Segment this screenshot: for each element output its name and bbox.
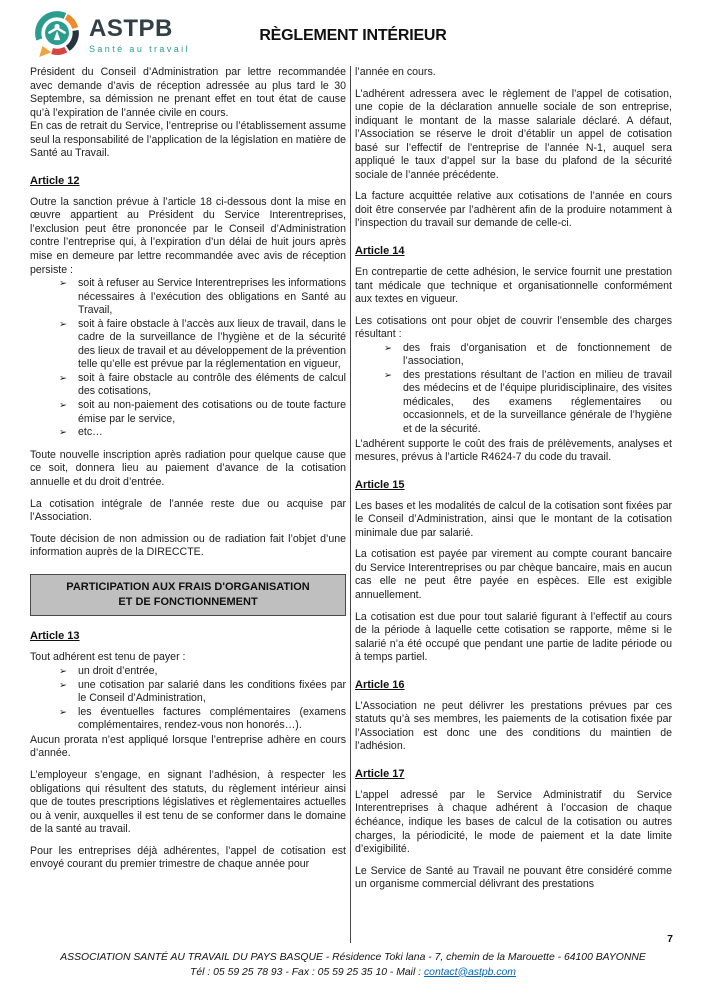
section-heading-line: PARTICIPATION AUX FRAIS D'ORGANISATION: [66, 580, 310, 593]
bullet-text: soit à refuser au Service Interentreprises les informations nécessaires à l’exécution des obligations en Santé au Travail,: [78, 277, 346, 317]
section-heading-line: ET DE FONCTIONNEMENT: [118, 595, 258, 608]
article-14-heading: Article 14: [355, 245, 405, 258]
paragraph: La cotisation intégrale de l’année reste due ou acquise par l’Association.: [30, 497, 346, 524]
section-heading-box: [30, 574, 346, 617]
bullet-item: [30, 372, 346, 399]
paragraph: Les bases et les modalités de calcul de la cotisation sont fixées par le Conseil d’Administration, ainsi que le montant de la cotisation minimale due par salarié.: [355, 499, 672, 539]
bullet-arrow-icon: ➢: [59, 278, 67, 290]
astpb-logo: [33, 9, 190, 62]
paragraph: La cotisation est due pour tout salarié figurant à l’effectif au cours de la période à laquelle cette cotisation se rapporte, même si le salarié n’a été occupé que pendant une partie de ladite période ou à temps partiel.: [355, 610, 672, 664]
bullet-arrow-icon: ➢: [59, 318, 67, 330]
paragraph: l’année en cours.: [355, 66, 436, 78]
bullet-text: soit à faire obstacle à l’accès aux lieux de travail, dans le cadre de la surveillance de l’hygiène et de la sécurité des lieux de travail et au développement de la prévention telle qu’elle est prévue par la réglementation en vigueur,: [78, 317, 346, 371]
bullet-text: les éventuelles factures complémentaires (examens complémentaires, rendez-vous non honorés…).: [78, 705, 346, 732]
bullet-arrow-icon: ➢: [59, 706, 67, 718]
bullet-item: [355, 342, 672, 369]
footer-contact-prefix: Tél : 05 59 25 78 93 - Fax : 05 59 25 35 10 - Mail :: [190, 966, 424, 978]
paragraph: La cotisation est payée par virement au compte courant bancaire du Service Interentreprises ou par chèque bancaire, mais en aucun cas elle ne peut être payée en espèces. Elle est exigible annuellement.: [355, 548, 672, 601]
page-title: RÈGLEMENT INTÉRIEUR: [259, 27, 447, 44]
paragraph: En cas de retrait du Service, l’entreprise ou l’établissement assume seul la responsabilité de l’application de la législation en matière de Santé au Travail.: [30, 120, 346, 160]
paragraph: L’adhérent supporte le coût des frais de prélèvements, analyses et mesures, prévus à l’article R4624-7 du code du travail.: [355, 437, 672, 464]
bullet-text: des prestations résultant de l’action en milieu de travail des médecins et de l’équipe pluridisciplinaire, des visites médicales, des examens réglementaires ou occasionnels, et de la surveillance générale de l’hygiène et de la sécurité.: [403, 368, 672, 436]
article-13-bullet-list: [30, 665, 346, 733]
column-divider: [350, 66, 351, 943]
article-14-bullet-list: [355, 342, 672, 437]
article-12-heading: Article 12: [30, 174, 80, 187]
footer-address-line: ASSOCIATION SANTÉ AU TRAVAIL DU PAYS BASQUE - Résidence Toki lana - 7, chemin de la Marouette - 64100 BAYONNE: [60, 952, 646, 963]
paragraph: Aucun prorata n’est appliqué lorsque l’entreprise adhère en cours d’année.: [30, 733, 346, 760]
article-16-heading: Article 16: [355, 678, 405, 691]
bullet-arrow-icon: ➢: [59, 679, 67, 691]
paragraph: L’employeur s’engage, en signant l’adhésion, à respecter les obligations qui résultent des statuts, du règlement intérieur ainsi que de toutes prescriptions législatives et règlementaires actuelles ou à venir, auxquelles il est tenu de se conformer dans le domaine de la santé au travail.: [30, 769, 346, 836]
email-link[interactable]: contact@astpb.com: [423, 966, 516, 978]
astpb-logo-icon: [33, 9, 81, 62]
footer: [0, 951, 706, 980]
paragraph: Outre la sanction prévue à l’article 18 ci-dessous dont la mise en œuvre appartient au Président du Service Interentreprises, l’exclusion peut être prononcée par le Conseil d’Administration contre l’entreprise qui, à l’expiration d’un délai de huit jours après mise en demeure par lettre recommandée avec avis de réception persiste :: [30, 195, 346, 276]
paragraph: Les cotisations ont pour objet de couvrir l’ensemble des charges résultant :: [355, 314, 672, 341]
article-15-heading: Article 15: [355, 478, 405, 491]
bullet-text: soit à faire obstacle au contrôle des éléments de calcul des cotisations,: [78, 371, 346, 398]
bullet-text: une cotisation par salarié dans les conditions fixées par le Conseil d’Administration,: [78, 678, 346, 705]
bullet-text: un droit d’entrée,: [78, 664, 158, 677]
bullet-item: [30, 665, 346, 679]
footer-contact-line: [0, 966, 706, 981]
bullet-item: [30, 426, 346, 440]
paragraph: L’adhérent adressera avec le règlement de l’appel de cotisation, une copie de la déclaration annuelle sociale de son entreprise, indiquant le montant de la masse salariale déclaré. A défaut, l’Association se réserve le droit d’établir un appel de cotisation basé sur l’effectif de l’entreprise de l’année N-1, auquel sera appliqué le taux d’appel sur la base du plafond de la sécurité sociale de l’année précédente.: [355, 87, 672, 181]
paragraph: Tout adhérent est tenu de payer :: [30, 651, 186, 664]
logo-tagline: Santé au travail: [89, 44, 190, 54]
paragraph: Président du Conseil d’Administration par lettre recommandée avec demande d’avis de réception adressée au plus tard le 30 Septembre, sa démission ne prenant effet en tout état de cause qu’à l’expiration de l’année civile en cours.: [30, 66, 346, 119]
paragraph: Pour les entreprises déjà adhérentes, l’appel de cotisation est envoyé courant du premier trimestre de chaque année pour: [30, 844, 346, 871]
bullet-item: [355, 369, 672, 437]
paragraph: L’Association ne peut délivrer les prestations prévues par ces statuts qu’à ses membres, les paiements de la cotisation fixée par l’Association est donc une des conditions du maintien de l’adhésion.: [355, 699, 672, 753]
bullet-item: [30, 399, 346, 426]
bullet-arrow-icon: ➢: [59, 665, 67, 677]
bullet-arrow-icon: ➢: [384, 342, 392, 354]
left-column: [30, 66, 346, 943]
bullet-text: des frais d’organisation et de fonctionnement de l’association,: [403, 341, 672, 368]
bullet-text: soit au non-paiement des cotisations ou de toute facture émise par le service,: [78, 399, 346, 425]
bullet-item: [30, 318, 346, 372]
article-13-heading: Article 13: [30, 630, 80, 643]
paragraph: Toute nouvelle inscription après radiation pour quelque cause que ce soit, donnera lieu au paiement d’avance de la cotisation annuelle et du droit d’entrée.: [30, 448, 346, 488]
bullet-arrow-icon: ➢: [59, 372, 67, 384]
right-column: [355, 66, 672, 943]
bullet-arrow-icon: ➢: [59, 400, 67, 412]
article-17-heading: Article 17: [355, 767, 405, 780]
paragraph: La facture acquittée relative aux cotisations de l’année en cours doit être conservée par l’adhèrent afin de la produire notamment à l’inspection du travail sur demande de celle-ci.: [355, 190, 672, 230]
paragraph: Le Service de Santé au Travail ne pouvant être considéré comme un organisme commercial délivrant des prestations: [355, 864, 672, 891]
bullet-text: etc…: [78, 426, 103, 439]
bullet-item: [30, 277, 346, 318]
bullet-item: [30, 706, 346, 733]
bullet-arrow-icon: ➢: [59, 427, 67, 439]
page-number: 7: [667, 933, 673, 945]
paragraph: En contrepartie de cette adhésion, le service fournit une prestation tant médicale que technique et organisationnelle conformément aux textes en vigueur.: [355, 266, 672, 306]
document-body: [30, 66, 672, 943]
logo-acronym: ASTPB: [89, 15, 173, 42]
paragraph: L’appel adressé par le Service Administratif du Service Interentreprises à chaque adhérent à l’occasion de chaque échéance, indique les bases de calcul de la cotisation ou autres charges, la périodicité, le mode de paiement et la date limite d’exigibilité.: [355, 788, 672, 856]
bullet-item: [30, 679, 346, 706]
bullet-arrow-icon: ➢: [384, 369, 392, 381]
article-12-bullet-list: [30, 277, 346, 440]
paragraph: Toute décision de non admission ou de radiation fait l’objet d’une information auprès de la DIRECCTE.: [30, 532, 346, 559]
